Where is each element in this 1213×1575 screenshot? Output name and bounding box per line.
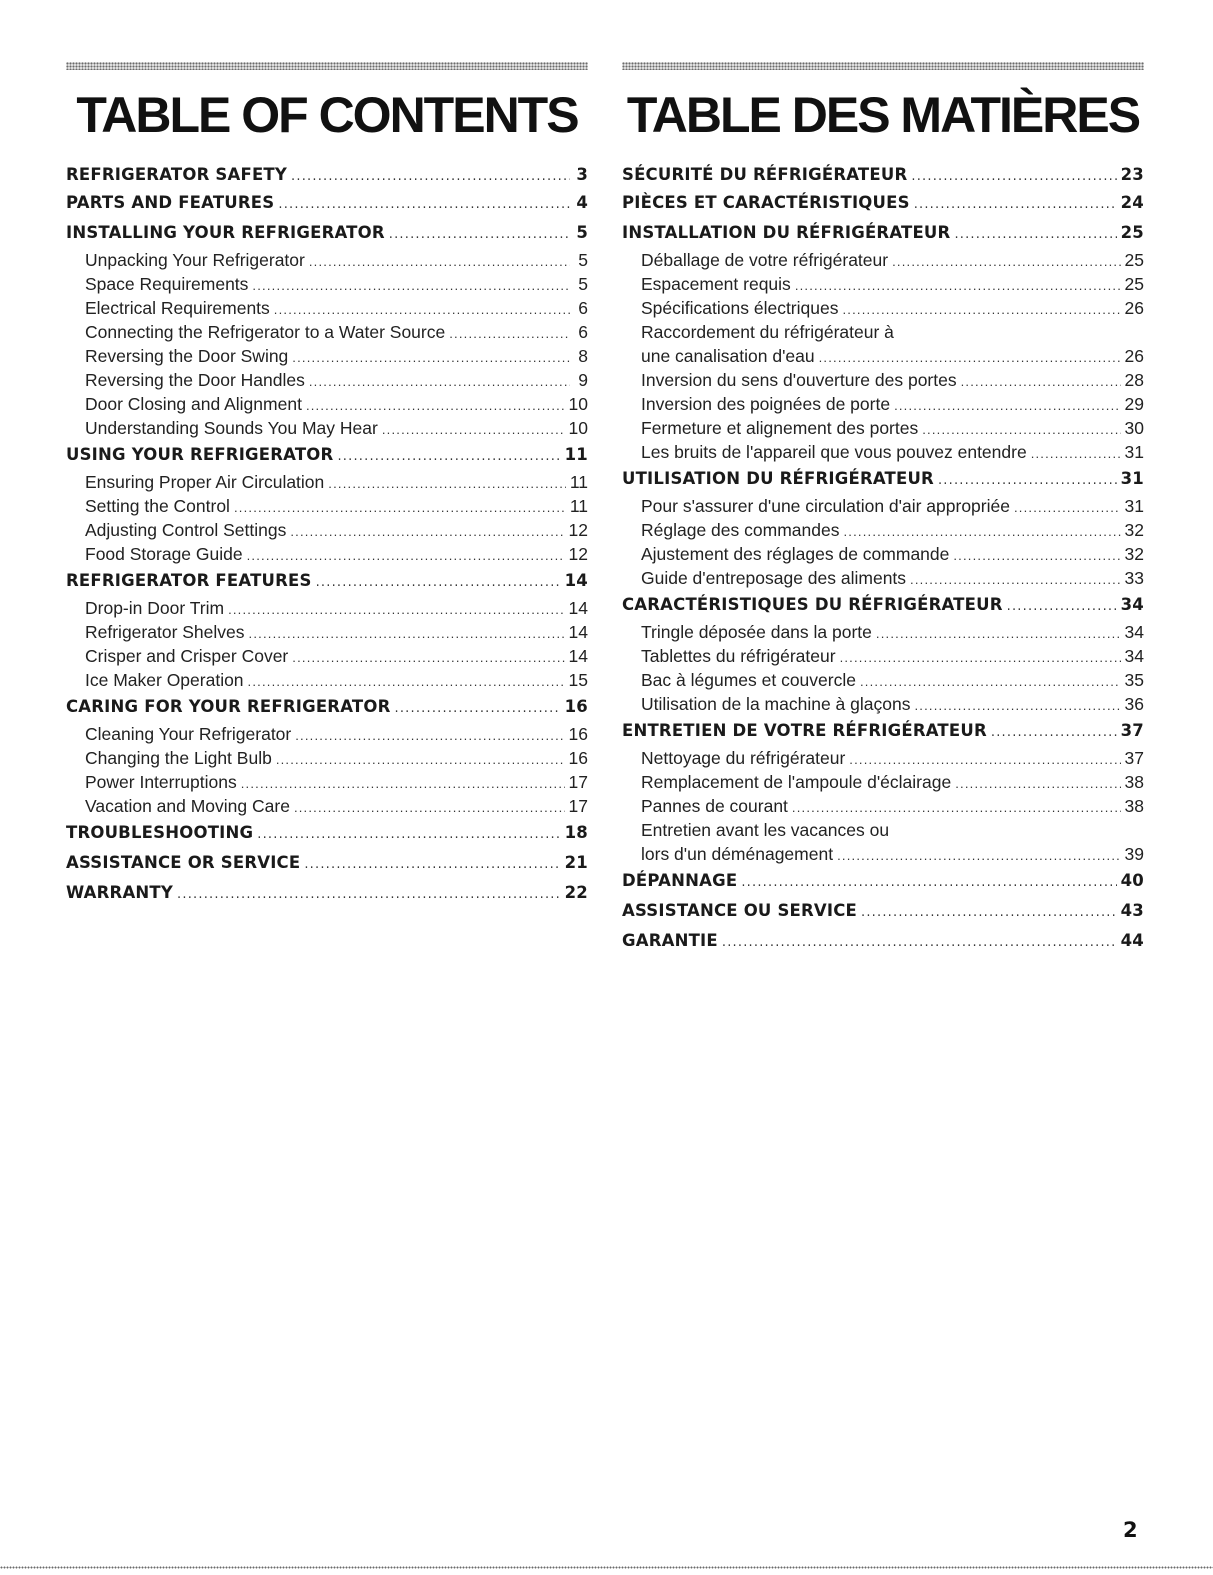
toc-entry-label: Espacement requis bbox=[641, 274, 791, 294]
toc-section-entry bbox=[622, 590, 1144, 620]
toc-entry-label: Ajustement des réglages de commande bbox=[641, 544, 950, 564]
toc-entry-label: Refrigerator Shelves bbox=[85, 622, 245, 642]
toc-entry-page: 44 bbox=[1120, 931, 1144, 950]
toc-entry-page: 31 bbox=[1120, 469, 1144, 488]
toc-subsection-entry bbox=[622, 272, 1144, 296]
toc-entry-page: 11 bbox=[569, 472, 588, 492]
dot-leader bbox=[843, 520, 1120, 544]
dot-leader bbox=[840, 646, 1121, 670]
toc-entry-label: INSTALLING YOUR REFRIGERATOR bbox=[66, 223, 385, 242]
toc-subsection-entry bbox=[66, 296, 588, 320]
toc-subsection-entry bbox=[66, 248, 588, 272]
dot-leader bbox=[248, 670, 565, 694]
dot-leader bbox=[792, 796, 1121, 820]
dot-leader bbox=[955, 772, 1120, 796]
toc-entry-label: Nettoyage du réfrigérateur bbox=[641, 748, 846, 768]
dot-leader bbox=[953, 544, 1120, 568]
toc-entry-label: Ensuring Proper Air Circulation bbox=[85, 472, 325, 492]
toc-entry-page: 34 bbox=[1124, 622, 1144, 642]
dot-leader bbox=[1007, 592, 1117, 622]
toc-entry-page: 25 bbox=[1120, 223, 1144, 242]
toc-entry-page: 24 bbox=[1120, 193, 1144, 212]
toc-entry-page: 15 bbox=[568, 670, 588, 690]
toc-entry-label: Cleaning Your Refrigerator bbox=[85, 724, 292, 744]
toc-entry-label: Vacation and Moving Care bbox=[85, 796, 290, 816]
toc-entry-label: Remplacement de l'ampoule d'éclairage bbox=[641, 772, 952, 792]
toc-entry-page: 29 bbox=[1124, 394, 1144, 414]
toc-entry-page: 17 bbox=[568, 772, 588, 792]
toc-subsection-entry bbox=[622, 248, 1144, 272]
toc-entry-page: 5 bbox=[578, 274, 588, 294]
toc-subsection-entry bbox=[622, 542, 1144, 566]
dot-leader bbox=[910, 568, 1120, 592]
toc-subsection-entry bbox=[622, 794, 1144, 818]
toc-subsection-entry bbox=[622, 746, 1144, 770]
toc-french-title: TABLE DES MATIÈRES bbox=[626, 87, 1140, 143]
toc-entry-label: REFRIGERATOR FEATURES bbox=[66, 571, 312, 590]
toc-entry-label: Tablettes du réfrigérateur bbox=[641, 646, 836, 666]
toc-entry-page: 32 bbox=[1124, 544, 1144, 564]
toc-section-entry bbox=[66, 218, 588, 248]
dot-leader bbox=[241, 772, 565, 796]
dot-leader bbox=[278, 190, 570, 220]
toc-subsection-entry bbox=[66, 494, 588, 518]
dot-leader bbox=[291, 164, 570, 190]
dot-leader bbox=[252, 274, 570, 298]
toc-entry-page: 8 bbox=[578, 346, 588, 366]
toc-entry-page: 34 bbox=[1124, 646, 1144, 666]
dot-leader bbox=[837, 844, 1120, 868]
dot-leader bbox=[849, 748, 1120, 772]
toc-entry-page: 26 bbox=[1124, 346, 1144, 366]
dot-leader bbox=[316, 568, 561, 598]
toc-entry-label: WARRANTY bbox=[66, 883, 174, 902]
dot-leader bbox=[292, 346, 570, 370]
dot-leader bbox=[337, 442, 560, 472]
toc-entry-label: Entretien avant les vacances ou bbox=[641, 820, 890, 840]
toc-entry-page: 30 bbox=[1124, 418, 1144, 438]
toc-subsection-entry bbox=[66, 416, 588, 440]
toc-entry-label: Reversing the Door Swing bbox=[85, 346, 289, 366]
dot-leader bbox=[249, 622, 565, 646]
dot-leader bbox=[1031, 442, 1121, 466]
toc-entry-label: Adjusting Control Settings bbox=[85, 520, 287, 540]
toc-entry-page: 23 bbox=[1120, 165, 1144, 184]
toc-entry-page: 36 bbox=[1124, 694, 1144, 714]
toc-section-entry bbox=[622, 464, 1144, 494]
dot-leader bbox=[395, 694, 561, 724]
toc-entry-page: 38 bbox=[1124, 772, 1144, 792]
toc-section-entry bbox=[622, 926, 1144, 956]
toc-entry-label: Inversion du sens d'ouverture des portes bbox=[641, 370, 957, 390]
toc-subsection-entry bbox=[66, 272, 588, 296]
dot-leader bbox=[954, 220, 1116, 250]
toc-entry-page: 14 bbox=[564, 571, 588, 590]
toc-entry-label: PIÈCES ET CARACTÉRISTIQUES bbox=[622, 193, 910, 212]
dot-leader bbox=[892, 250, 1120, 274]
dot-leader bbox=[819, 346, 1121, 370]
toc-entry-label: Bac à légumes et couvercle bbox=[641, 670, 856, 690]
dotted-rule bbox=[66, 62, 588, 70]
dot-leader bbox=[257, 820, 560, 850]
dot-leader bbox=[1014, 496, 1121, 520]
toc-subsection-entry bbox=[622, 818, 1144, 842]
toc-entry-label: Electrical Requirements bbox=[85, 298, 270, 318]
toc-subsection-entry bbox=[66, 344, 588, 368]
toc-section-entry bbox=[66, 878, 588, 908]
toc-subsection-entry bbox=[66, 722, 588, 746]
toc-section-entry bbox=[622, 716, 1144, 746]
dot-leader bbox=[292, 646, 564, 670]
toc-section-entry bbox=[622, 896, 1144, 926]
toc-subsection-entry bbox=[622, 296, 1144, 320]
bottom-dotted-rule bbox=[0, 1566, 1213, 1569]
toc-entry-page: 6 bbox=[578, 322, 588, 342]
toc-subsection-entry bbox=[66, 770, 588, 794]
dot-leader bbox=[911, 164, 1116, 190]
dot-leader bbox=[938, 466, 1117, 496]
toc-entry-label: Pour s'assurer d'une circulation d'air appropriée bbox=[641, 496, 1010, 516]
toc-entry-label: Guide d'entreposage des aliments bbox=[641, 568, 907, 588]
toc-subsection-entry bbox=[622, 416, 1144, 440]
toc-entry-page: 14 bbox=[568, 598, 588, 618]
toc-section-entry bbox=[622, 866, 1144, 896]
toc-entry-label: Understanding Sounds You May Hear bbox=[85, 418, 378, 438]
toc-entry-page: 26 bbox=[1124, 298, 1144, 318]
toc-french-entries bbox=[622, 162, 1144, 956]
toc-entry-page: 34 bbox=[1120, 595, 1144, 614]
dot-leader bbox=[328, 472, 566, 496]
toc-subsection-entry bbox=[622, 518, 1144, 542]
dot-leader bbox=[389, 220, 570, 250]
toc-entry-page: 28 bbox=[1124, 370, 1144, 390]
dot-leader bbox=[860, 670, 1121, 694]
toc-entry-page: 38 bbox=[1124, 796, 1144, 816]
toc-section-entry bbox=[66, 188, 588, 218]
toc-entry-page: 39 bbox=[1124, 844, 1144, 864]
toc-section-entry bbox=[66, 692, 588, 722]
toc-entry-label: GARANTIE bbox=[622, 931, 718, 950]
page-number: 2 bbox=[1123, 1518, 1138, 1542]
dot-leader bbox=[842, 298, 1120, 322]
toc-entry-page: 33 bbox=[1124, 568, 1144, 588]
toc-subsection-entry bbox=[622, 566, 1144, 590]
toc-entry-label: Door Closing and Alignment bbox=[85, 394, 302, 414]
toc-entry-label: Spécifications électriques bbox=[641, 298, 839, 318]
toc-subsection-entry bbox=[66, 644, 588, 668]
dot-leader bbox=[177, 880, 561, 910]
toc-entry-label: une canalisation d'eau bbox=[641, 346, 815, 366]
toc-entry-label: UTILISATION DU RÉFRIGÉRATEUR bbox=[622, 469, 934, 488]
toc-entry-page: 11 bbox=[564, 445, 588, 464]
toc-entry-label: ASSISTANCE OR SERVICE bbox=[66, 853, 301, 872]
toc-subsection-entry bbox=[66, 668, 588, 692]
toc-section-entry bbox=[622, 188, 1144, 218]
toc-entry-label: Crisper and Crisper Cover bbox=[85, 646, 289, 666]
toc-subsection-entry bbox=[66, 368, 588, 392]
toc-section-entry bbox=[66, 566, 588, 596]
toc-entry-page: 22 bbox=[564, 883, 588, 902]
toc-entry-label: ENTRETIEN DE VOTRE RÉFRIGÉRATEUR bbox=[622, 721, 987, 740]
toc-entry-label: TROUBLESHOOTING bbox=[66, 823, 254, 842]
toc-entry-page: 43 bbox=[1120, 901, 1144, 920]
toc-entry-label: Ice Maker Operation bbox=[85, 670, 244, 690]
toc-section-entry bbox=[66, 818, 588, 848]
toc-entry-page: 5 bbox=[578, 250, 588, 270]
toc-subsection-entry bbox=[66, 392, 588, 416]
toc-entry-page: 25 bbox=[1124, 250, 1144, 270]
toc-entry-page: 18 bbox=[564, 823, 588, 842]
toc-subsection-entry bbox=[622, 368, 1144, 392]
toc-entry-page: 12 bbox=[568, 544, 588, 564]
toc-entry-label: Pannes de courant bbox=[641, 796, 788, 816]
dot-leader bbox=[309, 370, 570, 394]
toc-subsection-entry bbox=[66, 518, 588, 542]
toc-entry-page: 14 bbox=[568, 646, 588, 666]
toc-subsection-entry bbox=[622, 494, 1144, 518]
toc-entry-page: 37 bbox=[1120, 721, 1144, 740]
toc-entry-label: SÉCURITÉ DU RÉFRIGÉRATEUR bbox=[622, 165, 908, 184]
dot-leader bbox=[894, 394, 1120, 418]
toc-entry-page: 21 bbox=[564, 853, 588, 872]
dot-leader bbox=[247, 544, 565, 568]
toc-english-entries bbox=[66, 162, 588, 908]
toc-entry-label: CARING FOR YOUR REFRIGERATOR bbox=[66, 697, 391, 716]
toc-subsection-entry bbox=[622, 620, 1144, 644]
toc-entry-label: Setting the Control bbox=[85, 496, 230, 516]
toc-entry-label: Inversion des poignées de porte bbox=[641, 394, 891, 414]
toc-entry-label: Connecting the Refrigerator to a Water Source bbox=[85, 322, 446, 342]
toc-subsection-entry bbox=[66, 470, 588, 494]
dot-leader bbox=[795, 274, 1121, 298]
toc-english-title: TABLE OF CONTENTS bbox=[76, 87, 578, 143]
toc-entry-label: Fermeture et alignement des portes bbox=[641, 418, 919, 438]
dot-leader bbox=[722, 928, 1117, 958]
dot-leader bbox=[861, 898, 1117, 928]
toc-entry-page: 10 bbox=[568, 418, 588, 438]
toc-entry-label: INSTALLATION DU RÉFRIGÉRATEUR bbox=[622, 223, 951, 242]
dot-leader bbox=[294, 796, 565, 820]
toc-entry-page: 12 bbox=[568, 520, 588, 540]
toc-entry-page: 9 bbox=[578, 370, 588, 390]
toc-section-entry bbox=[66, 440, 588, 470]
toc-subsection-entry bbox=[622, 392, 1144, 416]
toc-subsection-entry bbox=[66, 794, 588, 818]
dot-leader bbox=[961, 370, 1121, 394]
toc-subsection-entry bbox=[622, 770, 1144, 794]
toc-entry-label: Space Requirements bbox=[85, 274, 249, 294]
toc-entry-label: Power Interruptions bbox=[85, 772, 237, 792]
toc-entry-page: 17 bbox=[568, 796, 588, 816]
toc-entry-label: Raccordement du réfrigérateur à bbox=[641, 322, 894, 342]
toc-entry-label: DÉPANNAGE bbox=[622, 871, 738, 890]
toc-subsection-entry bbox=[622, 692, 1144, 716]
toc-section-entry bbox=[622, 218, 1144, 248]
dot-leader bbox=[914, 694, 1120, 718]
toc-entry-label: Utilisation de la machine à glaçons bbox=[641, 694, 911, 714]
toc-subsection-entry bbox=[622, 842, 1144, 866]
toc-entry-label: Food Storage Guide bbox=[85, 544, 243, 564]
dot-leader bbox=[991, 718, 1117, 748]
toc-section-entry bbox=[66, 162, 588, 188]
toc-entry-page: 6 bbox=[578, 298, 588, 318]
toc-subsection-entry bbox=[622, 440, 1144, 464]
toc-entry-page: 35 bbox=[1124, 670, 1144, 690]
toc-entry-page: 14 bbox=[568, 622, 588, 642]
toc-subsection-entry bbox=[622, 320, 1144, 344]
toc-entry-label: REFRIGERATOR SAFETY bbox=[66, 165, 288, 184]
toc-entry-page: 11 bbox=[569, 496, 588, 516]
toc-entry-label: Reversing the Door Handles bbox=[85, 370, 305, 390]
dot-leader bbox=[382, 418, 565, 442]
toc-entry-page: 37 bbox=[1124, 748, 1144, 768]
toc-subsection-entry bbox=[622, 644, 1144, 668]
toc-entry-label: Les bruits de l'appareil que vous pouvez entendre bbox=[641, 442, 1027, 462]
dot-leader bbox=[234, 496, 566, 520]
toc-subsection-entry bbox=[66, 596, 588, 620]
toc-section-entry bbox=[66, 848, 588, 878]
toc-entry-page: 25 bbox=[1124, 274, 1144, 294]
dot-leader bbox=[922, 418, 1120, 442]
toc-french-column bbox=[622, 62, 1144, 956]
toc-subsection-entry bbox=[66, 746, 588, 770]
toc-section-entry bbox=[622, 162, 1144, 188]
toc-entry-label: Drop-in Door Trim bbox=[85, 598, 225, 618]
toc-english-column bbox=[66, 62, 588, 908]
dot-leader bbox=[276, 748, 565, 772]
toc-entry-page: 10 bbox=[568, 394, 588, 414]
dot-leader bbox=[449, 322, 570, 346]
dot-leader bbox=[741, 868, 1116, 898]
toc-entry-label: USING YOUR REFRIGERATOR bbox=[66, 445, 334, 464]
toc-entry-page: 5 bbox=[576, 223, 588, 242]
dot-leader bbox=[295, 724, 564, 748]
toc-entry-label: Déballage de votre réfrigérateur bbox=[641, 250, 889, 270]
dot-leader bbox=[304, 850, 560, 880]
toc-entry-label: Unpacking Your Refrigerator bbox=[85, 250, 305, 270]
toc-entry-page: 16 bbox=[564, 697, 588, 716]
toc-entry-page: 4 bbox=[576, 193, 588, 212]
dot-leader bbox=[914, 190, 1117, 220]
dot-leader bbox=[274, 298, 570, 322]
toc-entry-page: 16 bbox=[568, 724, 588, 744]
dot-leader bbox=[309, 250, 570, 274]
dot-leader bbox=[290, 520, 564, 544]
toc-entry-page: 32 bbox=[1124, 520, 1144, 540]
dotted-rule bbox=[622, 62, 1144, 70]
toc-subsection-entry bbox=[66, 620, 588, 644]
toc-entry-label: PARTS AND FEATURES bbox=[66, 193, 275, 212]
toc-entry-page: 31 bbox=[1124, 442, 1144, 462]
toc-entry-label: Tringle déposée dans la porte bbox=[641, 622, 872, 642]
toc-entry-label: CARACTÉRISTIQUES DU RÉFRIGÉRATEUR bbox=[622, 595, 1003, 614]
toc-entry-page: 31 bbox=[1124, 496, 1144, 516]
toc-subsection-entry bbox=[66, 542, 588, 566]
toc-entry-page: 40 bbox=[1120, 871, 1144, 890]
toc-entry-page: 16 bbox=[568, 748, 588, 768]
toc-entry-label: Changing the Light Bulb bbox=[85, 748, 272, 768]
toc-subsection-entry bbox=[622, 668, 1144, 692]
toc-subsection-entry bbox=[622, 344, 1144, 368]
toc-entry-label: ASSISTANCE OU SERVICE bbox=[622, 901, 858, 920]
dot-leader bbox=[876, 622, 1121, 646]
toc-subsection-entry bbox=[66, 320, 588, 344]
toc-entry-label: Réglage des commandes bbox=[641, 520, 840, 540]
toc-entry-label: lors d'un déménagement bbox=[641, 844, 834, 864]
dot-leader bbox=[228, 598, 564, 622]
toc-entry-page: 3 bbox=[576, 165, 588, 184]
dot-leader bbox=[306, 394, 565, 418]
